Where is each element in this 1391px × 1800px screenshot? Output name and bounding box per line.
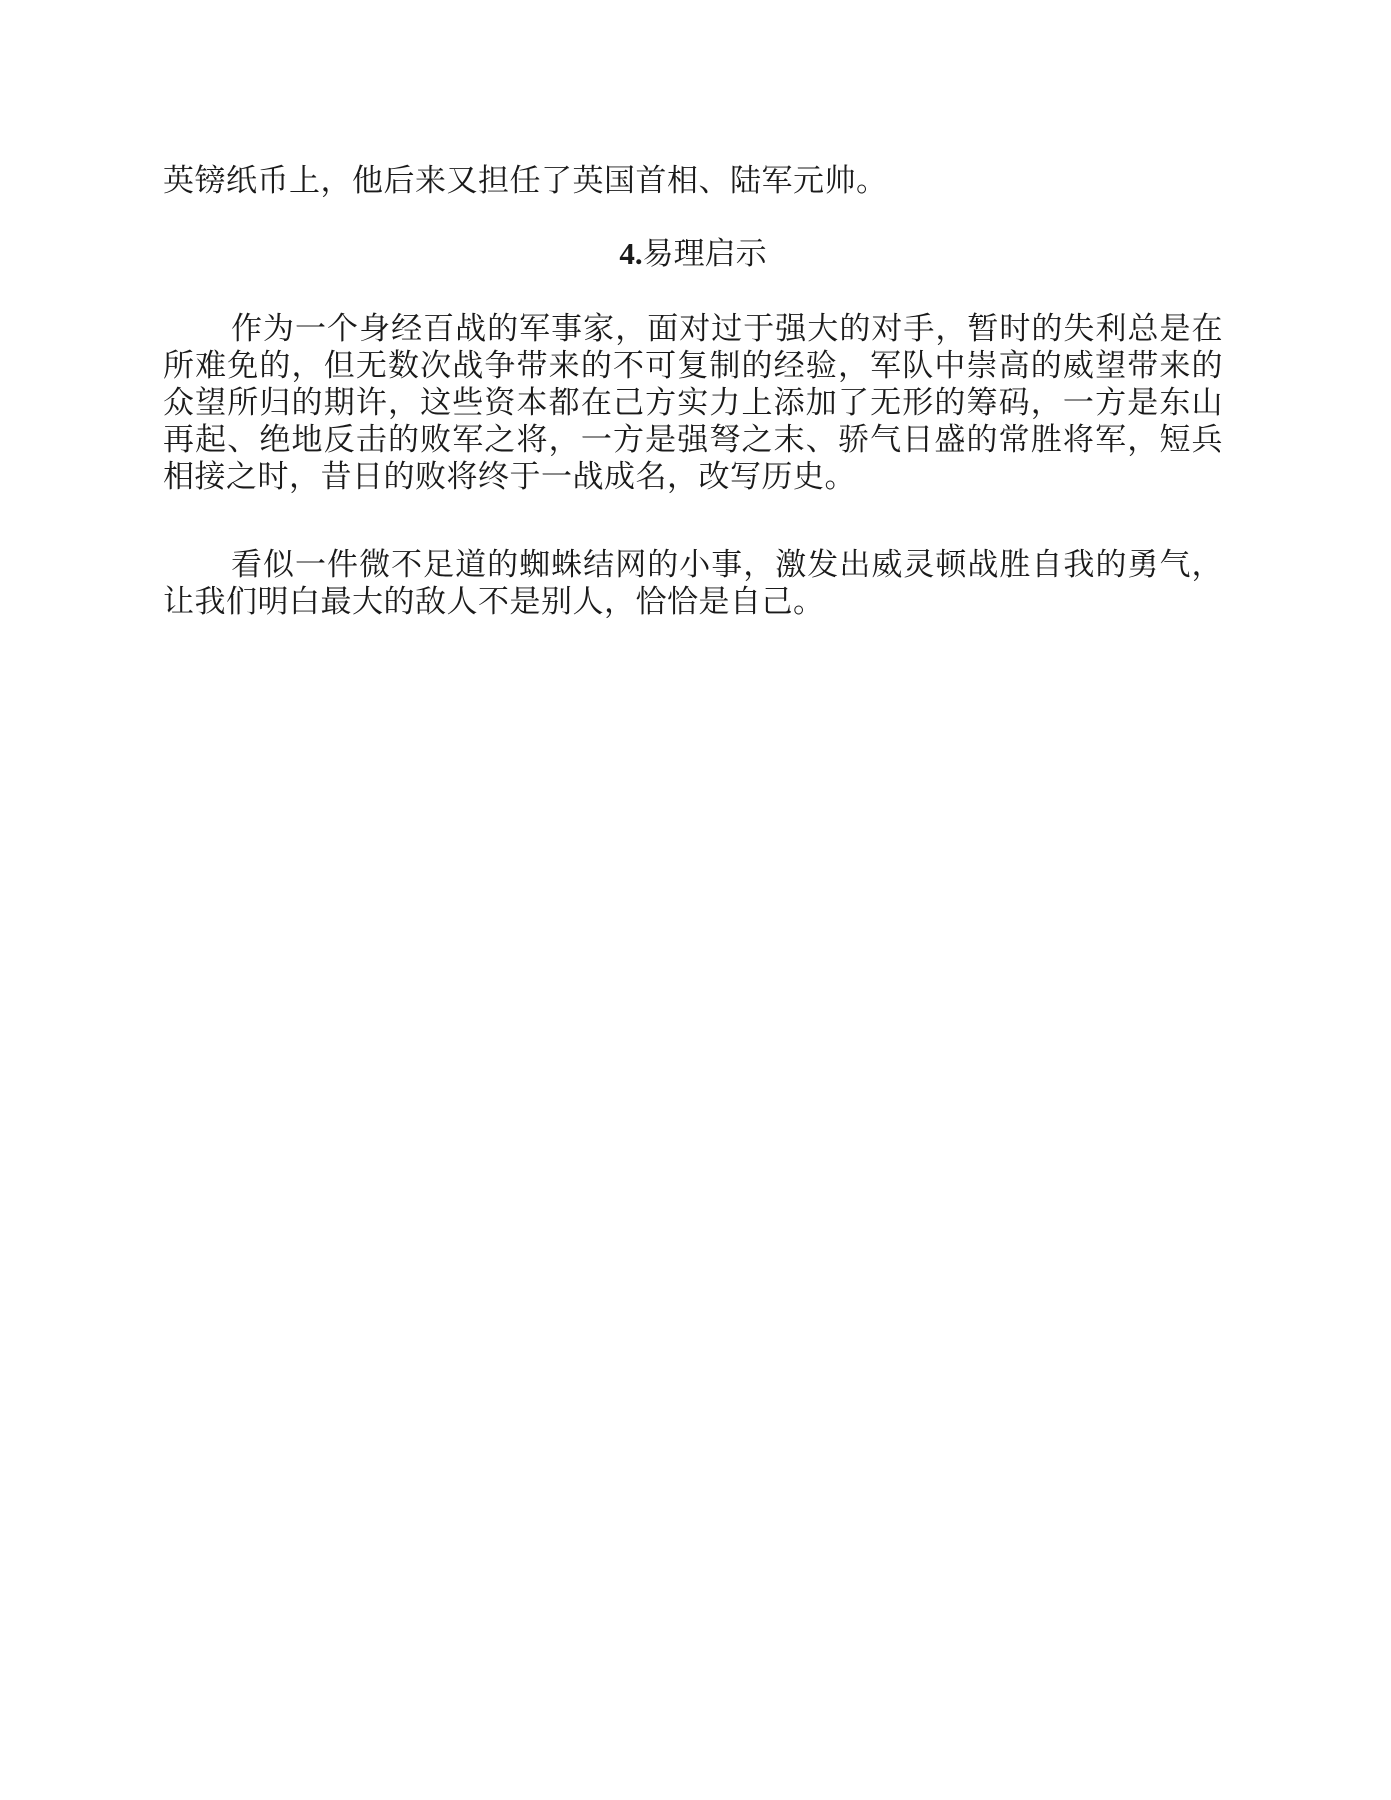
body-paragraph: 作为一个身经百战的军事家，面对过于强大的对手，暂时的失利总是在所难免的，但无数次战争带来的不可复制的经验，军队中崇高的威望带来的众望所归的期许，这些资本都在己方实力上添加了无形的筹码，一方是东山再起、绝地反击的败军之将，一方是强弩之末、骄气日盛的常胜将军，短兵相接之时，昔日的败将终于一战成名，改写历史。 xyxy=(163,311,1223,495)
section-number: 4. xyxy=(619,236,643,271)
continuation-paragraph: 英镑纸币上，他后来又担任了英国首相、陆军元帅。 xyxy=(163,163,888,199)
body-paragraph: 看似一件微不足道的蜘蛛结网的小事，激发出威灵顿战胜自我的勇气，让我们明白最大的敌人不是别人，恰恰是自己。 xyxy=(163,547,1223,620)
section-heading xyxy=(163,234,1223,274)
section-title: 易理启示 xyxy=(642,236,767,272)
